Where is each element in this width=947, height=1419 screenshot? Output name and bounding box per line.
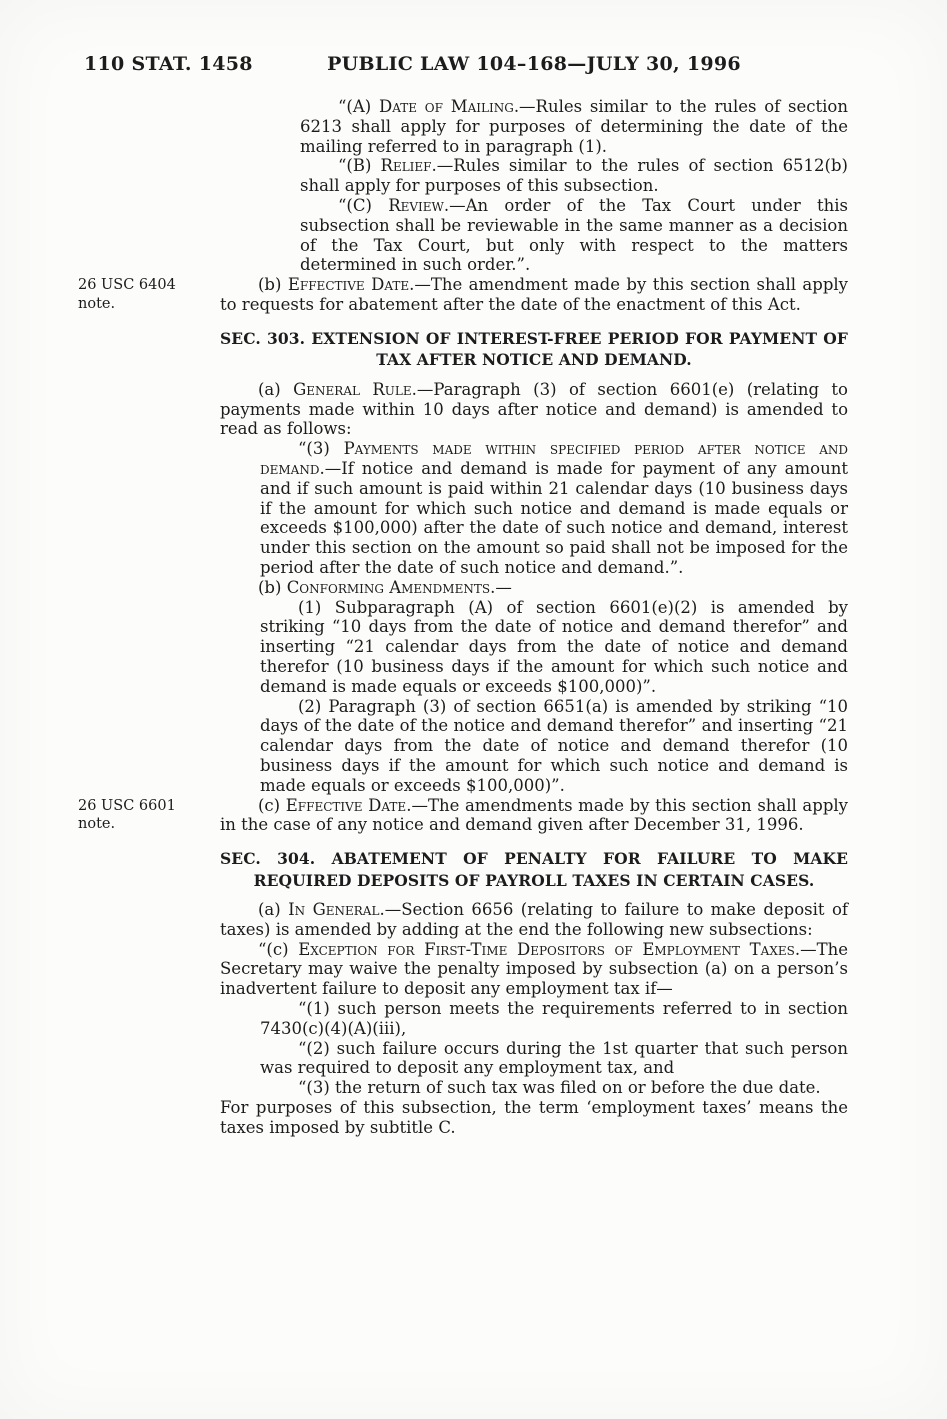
statute-paragraph xyxy=(220,940,848,999)
defined-term: Payments made within specified period after notice and demand xyxy=(260,439,848,478)
page-header xyxy=(0,53,947,79)
statute-paragraph xyxy=(220,900,848,940)
statute-paragraph xyxy=(260,598,848,697)
text-run: .—If notice and demand is made for payment of any amount and if such amount is paid within 21 calendar days (10 business days if the amount for which such notice and demand is made equals or exceeds $100,000) after the date of such notice and demand, interest under this section on the amount so paid shall not be imposed for the period after the date of such notice and demand.”. xyxy=(260,458,848,577)
statute-paragraph xyxy=(220,380,848,439)
text-run: (b) xyxy=(258,275,288,295)
text-run: “(3) the return of such tax was filed on or before the due date. xyxy=(298,1078,821,1098)
text-run: “(1) such person meets the requirements referred to in section 7430(c)(4)(A)(iii), xyxy=(260,999,848,1038)
defined-term: Conforming Amendments xyxy=(286,577,491,597)
text-run: SEC. 303. EXTENSION OF INTEREST-FREE PERIOD FOR PAYMENT OF TAX AFTER NOTICE AND DEMAND. xyxy=(220,328,848,370)
text-run: .—Rules similar to the rules of section 6512(b) shall apply for purposes of this subsection. xyxy=(300,156,848,196)
statute-paragraph xyxy=(220,1098,848,1138)
statute-paragraph xyxy=(260,1039,848,1079)
statute-paragraph xyxy=(220,578,848,598)
text-run: “(c) xyxy=(258,939,299,959)
text-run: (a) xyxy=(258,379,294,399)
text-run: .—The Secretary may waive the penalty imposed by subsection (a) on a person’s inadvertent failure to deposit any employment tax if— xyxy=(220,939,849,999)
defined-term: Effective Date xyxy=(287,275,410,295)
text-run: .—Section 6656 (relating to failure to make deposit of taxes) is amended by adding at the end the following new subsections: xyxy=(220,900,848,939)
text-run: SEC. 304. ABATEMENT OF PENALTY FOR FAILURE TO MAKE REQUIRED DEPOSITS OF PAYROLL TAXES IN CERTAIN CASES. xyxy=(220,849,848,890)
text-run: (1) Subparagraph (A) of section 6601(e)(2) is amended by striking “10 days from the date of notice and demand therefor” and inserting “21 calendar days from the date of notice and demand therefor (10 business days if the amount for which such notice and demand is made equals or exceeds $100,000)”. xyxy=(260,597,848,696)
text-run: .—The amendment made by this section shall apply to requests for abatement after the date of the enactment of this Act. xyxy=(220,275,848,314)
statute-paragraph xyxy=(300,156,848,196)
section-heading xyxy=(220,328,848,371)
document-body xyxy=(0,97,947,1138)
text-run: “(A) xyxy=(338,97,379,116)
usc-margin-note: 26 USC 6601 note. xyxy=(78,797,176,832)
text-run: “(2) such failure occurs during the 1st quarter that such person was required to deposit any employment tax, and xyxy=(260,1038,848,1078)
text-run: “(B) xyxy=(338,156,381,176)
text-run: (c) xyxy=(258,795,286,815)
text-run: “(3) xyxy=(298,439,344,459)
text-run: .—The amendments made by this section shall apply in the case of any notice and demand given after December 31, 1996. xyxy=(220,795,848,835)
text-run: (2) Paragraph (3) of section 6651(a) is amended by striking “10 days of the date of the notice and demand therefor” and inserting “21 calendar days from the date of notice and demand therefor (10 business days if the amount for which such notice and demand is made equals or exceeds $100,000)”. xyxy=(260,696,848,795)
stat-page-number: 110 STAT. 1458 xyxy=(84,53,253,75)
text-run: “(C) xyxy=(338,195,389,215)
statute-paragraph xyxy=(260,1078,848,1098)
usc-margin-note: 26 USC 6404 note. xyxy=(78,277,176,312)
defined-term: General Rule xyxy=(293,379,412,399)
statute-paragraph xyxy=(260,697,848,796)
statute-paragraph xyxy=(260,999,848,1039)
text-run: .—Rules similar to the rules of section 6213 shall apply for purposes of determining the date of the mailing referred to in paragraph (1). xyxy=(300,97,848,156)
statute-paragraph xyxy=(260,439,848,578)
statute-paragraph xyxy=(78,275,848,315)
statute-paragraph xyxy=(300,97,848,156)
text-run: For purposes of this subsection, the term ‘employment taxes’ means the taxes imposed by subtitle C. xyxy=(220,1098,848,1137)
defined-term: Exception for First-Time Depositors of Employment Taxes xyxy=(298,939,795,959)
text-run: .— xyxy=(490,577,512,597)
text-run: (a) xyxy=(258,900,289,920)
public-law-running-title: PUBLIC LAW 104–168—JULY 30, 1996 xyxy=(327,53,741,75)
defined-term: In General xyxy=(288,900,380,920)
defined-term: Review xyxy=(388,195,444,215)
statute-paragraph xyxy=(78,795,848,836)
text-run: .—Paragraph (3) of section 6601(e) (relating to payments made within 10 days after notice and demand) is amended to read as follows: xyxy=(220,379,848,439)
defined-term: Date of Mailing xyxy=(379,97,514,116)
text-run: .—An order of the Tax Court under this subsection shall be reviewable in the same manner as a decision of the Tax Court, but only with respect to the matters determined in such order.”. xyxy=(300,195,849,275)
defined-term: Relief xyxy=(380,156,432,176)
text-run: (b) xyxy=(258,577,287,597)
statute-paragraph xyxy=(300,196,848,275)
defined-term: Effective Date xyxy=(285,795,407,815)
section-heading xyxy=(220,848,848,891)
